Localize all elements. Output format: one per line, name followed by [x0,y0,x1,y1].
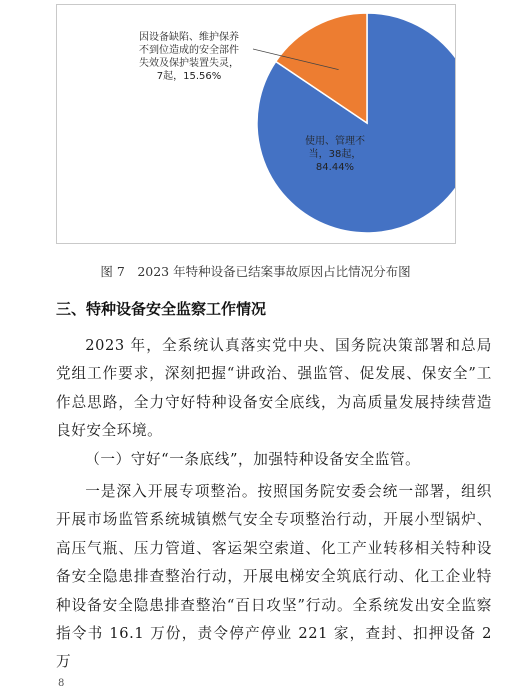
slice-label-line: 84.44% [315,162,355,173]
slice-label-line: 当，38起， [308,149,362,160]
slice-label-line: 使用、管理不 [305,136,365,147]
pie-chart-svg [57,5,455,243]
figure-caption: 图 7 2023 年特种设备已结案事故原因占比情况分布图 [100,264,411,279]
slice-label-line: 7起，15.56% [156,71,222,82]
slice-label-use-management [285,135,385,174]
section-title: 三、特种设备安全监察工作情况 [56,300,267,318]
slice-label-line: 因设备缺陷、维护保养 [139,32,239,43]
slice-label-equipment-defect [129,31,249,83]
pie-chart-figure [56,4,456,244]
slice-label-line: 失效及保护装置失灵， [139,58,239,69]
slice-label-line: 不到位造成的安全部件 [139,45,239,56]
paragraph-special-rectification: 一是深入开展专项整治。按照国务院安委会统一部署，组织开展市场监管系统城镇燃气安全专项整治行动，开展小型锅炉、高压气瓶、压力管道、客运架空索道、化工产业转移相关特种设备安全隐患排查整治行动，开展电梯安全筑底行动、化工企业特种设备安全隐患排查整治“百日攻坚”行动。全系统发出安全监察指令书 16.1 万份，责令停产停业 221 家，查封、扣押设备 2 万 [56,483,492,671]
page-number: 8 [58,678,65,689]
paragraph-subheading: （一）守好“一条底线”，加强特种设备安全监管。 [85,451,421,468]
paragraph-intro: 2023 年，全系统认真落实党中央、国务院决策部署和总局党组工作要求，深刻把握“讲政治、强监管、促发展、保安全”工作总思路，全力守好特种设备安全底线，为高质量发展持续营造良好安全环境。 [56,337,492,440]
